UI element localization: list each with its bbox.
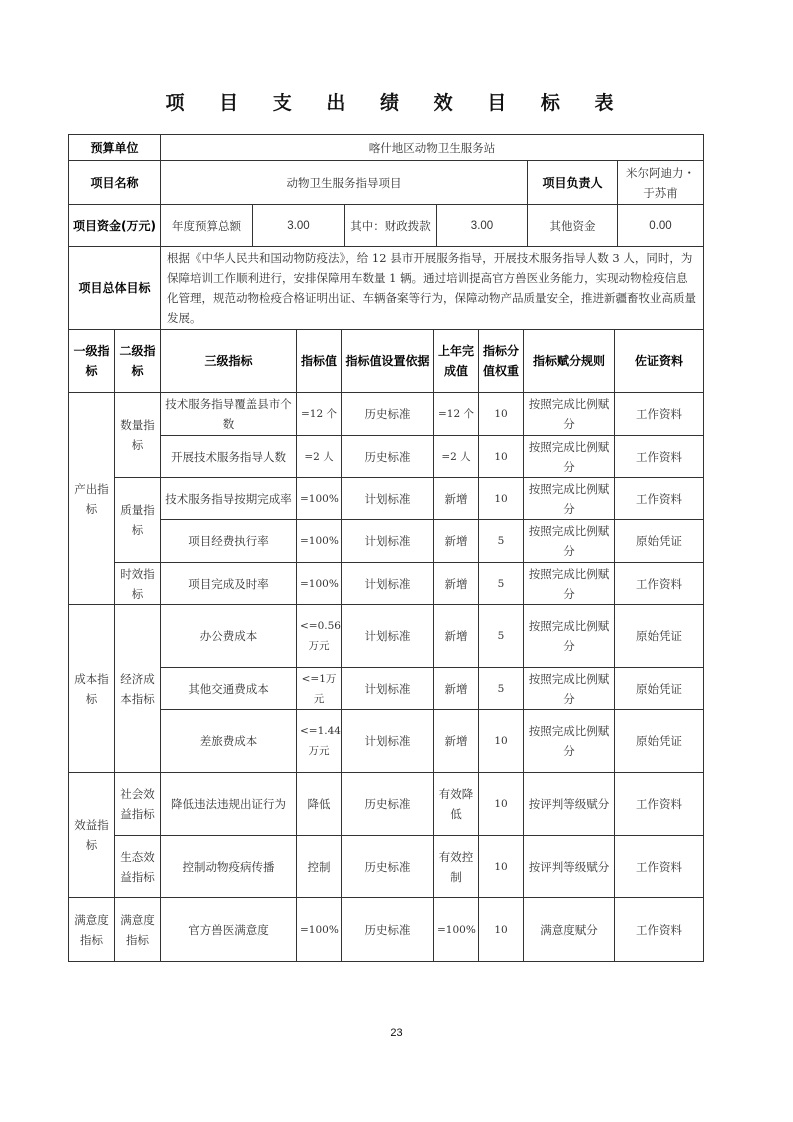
level2-social-benefit: 社会效益指标 xyxy=(115,773,161,836)
table-row xyxy=(69,836,704,898)
goal-label: 项目总体目标 xyxy=(69,247,161,330)
other-funds-value: 0.00 xyxy=(618,205,704,247)
indicator-last: 新增 xyxy=(434,710,479,773)
indicator-basis: 计划标准 xyxy=(342,710,434,773)
indicator-last: 新增 xyxy=(434,563,479,605)
indicator-value: 控制 xyxy=(297,836,342,898)
indicator-weight: 10 xyxy=(479,898,524,962)
indicator-rule: 按照完成比例赋分 xyxy=(524,668,615,710)
table-row xyxy=(69,393,704,436)
page-number: 23 xyxy=(390,1027,403,1039)
header-last: 上年完成值 xyxy=(434,330,479,393)
indicator-evidence: 原始凭证 xyxy=(615,710,704,773)
header-level1: 一级指标 xyxy=(69,330,115,393)
level1-benefit: 效益指标 xyxy=(69,773,115,898)
budget-unit-label: 预算单位 xyxy=(69,135,161,161)
annual-budget-label: 年度预算总额 xyxy=(161,205,253,247)
indicator-weight: 10 xyxy=(479,773,524,836)
indicator-rule: 按照完成比例赋分 xyxy=(524,605,615,668)
indicator-last: =100% xyxy=(434,898,479,962)
other-funds-label: 其他资金 xyxy=(528,205,618,247)
indicator-name: 开展技术服务指导人数 xyxy=(161,436,297,478)
table-row xyxy=(69,520,704,563)
indicator-basis: 计划标准 xyxy=(342,668,434,710)
funds-label: 项目资金(万元) xyxy=(69,205,161,247)
project-info-table xyxy=(68,134,704,330)
fiscal-label: 其中：财政拨款 xyxy=(345,205,437,247)
indicator-weight: 10 xyxy=(479,836,524,898)
indicator-basis: 计划标准 xyxy=(342,520,434,563)
project-name-label: 项目名称 xyxy=(69,161,161,205)
level2-economic-cost: 经济成本指标 xyxy=(115,605,161,773)
level1-output: 产出指标 xyxy=(69,393,115,605)
level1-cost: 成本指标 xyxy=(69,605,115,773)
indicator-name: 差旅费成本 xyxy=(161,710,297,773)
indicator-last: =12 个 xyxy=(434,393,479,436)
project-name-row xyxy=(69,161,704,205)
project-name-value: 动物卫生服务指导项目 xyxy=(161,161,528,205)
indicator-value: =2 人 xyxy=(297,436,342,478)
indicator-basis: 历史标准 xyxy=(342,773,434,836)
level2-timeliness: 时效指标 xyxy=(115,563,161,605)
indicator-evidence: 原始凭证 xyxy=(615,605,704,668)
indicator-name: 技术服务指导按期完成率 xyxy=(161,478,297,520)
goal-row xyxy=(69,247,704,330)
indicator-evidence: 工作资料 xyxy=(615,898,704,962)
indicator-evidence: 工作资料 xyxy=(615,563,704,605)
indicator-evidence: 原始凭证 xyxy=(615,520,704,563)
budget-unit-value: 喀什地区动物卫生服务站 xyxy=(161,135,704,161)
indicator-value: <=0.56万元 xyxy=(297,605,342,668)
indicators-table xyxy=(68,329,704,962)
indicator-rule: 按照完成比例赋分 xyxy=(524,393,615,436)
project-leader-label: 项目负责人 xyxy=(528,161,618,205)
level2-quality: 质量指标 xyxy=(115,478,161,563)
indicator-last: 新增 xyxy=(434,478,479,520)
project-leader-value: 米尔阿迪力・于苏甫 xyxy=(618,161,704,205)
indicator-weight: 5 xyxy=(479,668,524,710)
indicator-name: 降低违法违规出证行为 xyxy=(161,773,297,836)
indicator-rule: 按照完成比例赋分 xyxy=(524,436,615,478)
indicator-weight: 5 xyxy=(479,563,524,605)
indicator-name: 技术服务指导覆盖县市个数 xyxy=(161,393,297,436)
indicator-name: 办公费成本 xyxy=(161,605,297,668)
indicator-last: 新增 xyxy=(434,668,479,710)
indicator-weight: 5 xyxy=(479,605,524,668)
indicator-basis: 计划标准 xyxy=(342,478,434,520)
indicator-name: 其他交通费成本 xyxy=(161,668,297,710)
indicator-rule: 按照完成比例赋分 xyxy=(524,710,615,773)
annual-budget-value: 3.00 xyxy=(253,205,345,247)
indicator-basis: 计划标准 xyxy=(342,563,434,605)
indicator-value: =100% xyxy=(297,478,342,520)
level2-quantity: 数量指标 xyxy=(115,393,161,478)
indicator-weight: 10 xyxy=(479,393,524,436)
indicator-name: 控制动物疫病传播 xyxy=(161,836,297,898)
indicator-value: =100% xyxy=(297,898,342,962)
indicator-rule: 按照完成比例赋分 xyxy=(524,478,615,520)
header-weight: 指标分值权重 xyxy=(479,330,524,393)
table-row xyxy=(69,478,704,520)
table-row xyxy=(69,773,704,836)
page-title: 项 目 支 出 绩 效 目 标 表 xyxy=(165,92,628,114)
indicator-basis: 历史标准 xyxy=(342,436,434,478)
indicator-weight: 10 xyxy=(479,710,524,773)
header-evidence: 佐证资料 xyxy=(615,330,704,393)
indicator-evidence: 工作资料 xyxy=(615,393,704,436)
indicator-weight: 10 xyxy=(479,436,524,478)
indicator-evidence: 原始凭证 xyxy=(615,668,704,710)
indicator-rule: 满意度赋分 xyxy=(524,898,615,962)
indicator-evidence: 工作资料 xyxy=(615,478,704,520)
indicator-evidence: 工作资料 xyxy=(615,773,704,836)
indicator-rule: 按照完成比例赋分 xyxy=(524,563,615,605)
header-level3: 三级指标 xyxy=(161,330,297,393)
indicator-value: 降低 xyxy=(297,773,342,836)
indicator-value: =12 个 xyxy=(297,393,342,436)
header-row xyxy=(69,330,704,393)
indicator-value: =100% xyxy=(297,563,342,605)
indicator-last: =2 人 xyxy=(434,436,479,478)
table-row xyxy=(69,710,704,773)
table-row xyxy=(69,436,704,478)
level1-satisfaction: 满意度指标 xyxy=(69,898,115,962)
indicator-last: 有效降低 xyxy=(434,773,479,836)
table-row xyxy=(69,668,704,710)
header-rule: 指标赋分规则 xyxy=(524,330,615,393)
level2-ecological-benefit: 生态效益指标 xyxy=(115,836,161,898)
indicator-basis: 历史标准 xyxy=(342,393,434,436)
indicator-name: 官方兽医满意度 xyxy=(161,898,297,962)
indicator-rule: 按评判等级赋分 xyxy=(524,773,615,836)
indicator-name: 项目经费执行率 xyxy=(161,520,297,563)
header-basis: 指标值设置依据 xyxy=(342,330,434,393)
table-row xyxy=(69,898,704,962)
indicator-last: 有效控制 xyxy=(434,836,479,898)
indicator-value: <=1万元 xyxy=(297,668,342,710)
indicator-basis: 历史标准 xyxy=(342,898,434,962)
fiscal-value: 3.00 xyxy=(437,205,528,247)
header-level2: 二级指标 xyxy=(115,330,161,393)
indicator-rule: 按照完成比例赋分 xyxy=(524,520,615,563)
indicator-rule: 按评判等级赋分 xyxy=(524,836,615,898)
indicator-weight: 10 xyxy=(479,478,524,520)
goal-text: 根据《中华人民共和国动物防疫法》，给 12 县市开展服务指导，开展技术服务指导人数 3 人，同时，为保障培训工作顺利进行，安排保障用车数量 1 辆。通过培训提高官方兽医业务能力，实现动物检疫信息化管理，规范动物检疫合格证明出证、车辆备案等行为，保障动物产品质量安全，推进新疆畜牧业高质量发展。 xyxy=(161,247,704,330)
indicator-basis: 历史标准 xyxy=(342,836,434,898)
indicator-name: 项目完成及时率 xyxy=(161,563,297,605)
table-row xyxy=(69,605,704,668)
header-value: 指标值 xyxy=(297,330,342,393)
indicator-last: 新增 xyxy=(434,520,479,563)
indicator-value: =100% xyxy=(297,520,342,563)
indicator-weight: 5 xyxy=(479,520,524,563)
budget-unit-row xyxy=(69,135,704,161)
indicator-evidence: 工作资料 xyxy=(615,436,704,478)
indicator-value: <=1.44万元 xyxy=(297,710,342,773)
level2-satisfaction: 满意度指标 xyxy=(115,898,161,962)
funds-row xyxy=(69,205,704,247)
indicator-last: 新增 xyxy=(434,605,479,668)
indicator-evidence: 工作资料 xyxy=(615,836,704,898)
indicator-basis: 计划标准 xyxy=(342,605,434,668)
table-row xyxy=(69,563,704,605)
